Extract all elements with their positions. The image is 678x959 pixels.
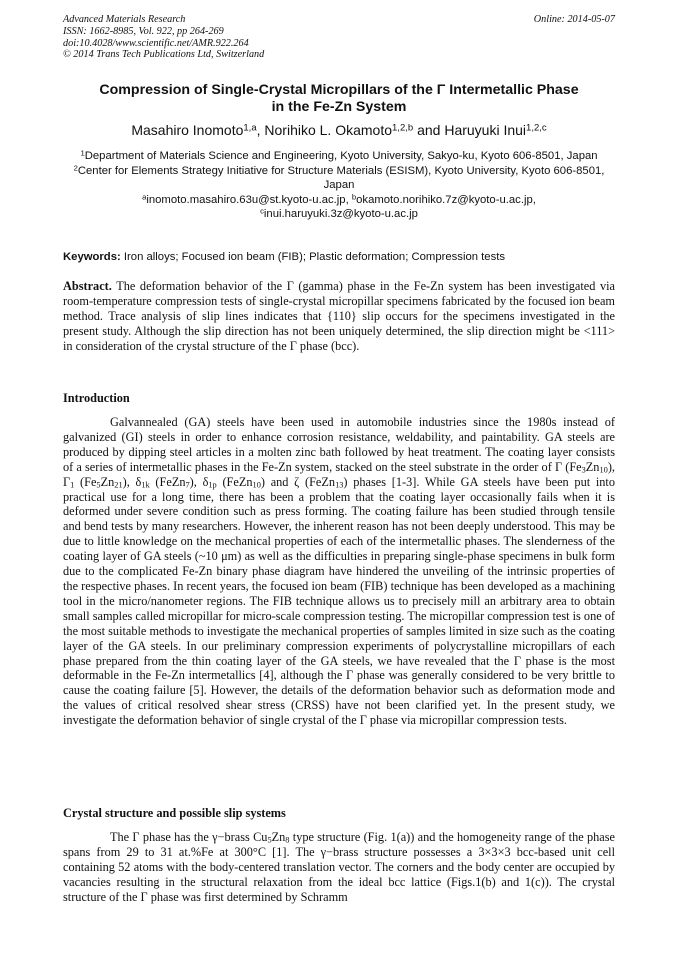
online-date: Online: 2014-05-07 (533, 14, 615, 25)
affiliation-text: Center for Elements Strategy Initiative for Structure Materials (ESISM), Kyoto University, Kyoto 606-8501, Japan (77, 164, 605, 192)
affiliations (63, 149, 615, 222)
text-run: (FeZn (216, 474, 253, 489)
keywords-text: Iron alloys; Focused ion beam (FIB); Plastic deformation; Compression tests (120, 251, 506, 263)
subscript: 1p (208, 480, 217, 490)
email-link[interactable]: inui.haruyuki.3z@kyoto-u.ac.jp (263, 208, 418, 221)
text-run: ) and ζ (FeZn (260, 474, 336, 489)
text-run: (FeZn (149, 474, 186, 489)
email-sup: b (351, 192, 357, 202)
author-name: Masahiro Inomoto (131, 122, 244, 138)
text-run: type structure (Fig. 1(a)) and the homogeneity range of the phase spans from 29 to 31 at.%Fe at 300°C [1]. The γ−brass structure possesses a 3×3×3 bcc-based unit cell containing 52 atoms with the body-centered translation vector. The corners and the body center are occupied by vacancies resulting in the structural relaxation from the ideal bcc lattice (Figs.1(b) and 1(c)). The crystal structure of the Γ phase was first determined by Schramm (63, 830, 615, 904)
section-heading-introduction: Introduction (63, 391, 130, 405)
introduction-paragraph (63, 415, 615, 728)
affiliation-num: 1 (80, 148, 85, 158)
journal-copyright: © 2014 Trans Tech Publications Ltd, Switzerland (63, 49, 265, 61)
journal-doi: doi:10.4028/www.scientific.net/AMR.922.264 (63, 37, 249, 49)
subscript: 3 (581, 465, 586, 475)
affiliation-text: Department of Materials Science and Engineering, Kyoto University, Sakyo-ku, Kyoto 606-8501, Japan (84, 150, 598, 162)
subscript: 21 (114, 480, 123, 490)
email-link[interactable]: okamoto.norihiko.7z@kyoto-u.ac.jp, (356, 193, 536, 206)
paper-title (63, 82, 615, 116)
text-run: ), δ (122, 474, 142, 489)
section-heading-crystal-structure: Crystal structure and possible slip systems (63, 806, 286, 820)
text-run: The Γ phase has the γ−brass Cu (110, 830, 268, 844)
affiliation-1 (63, 149, 615, 164)
affiliation-2 (63, 164, 615, 193)
keywords-label: Keywords: (63, 251, 121, 263)
text-run: (Fe (74, 474, 97, 489)
subscript: 1k (141, 480, 150, 490)
email-sup: a (142, 192, 147, 202)
author-list (63, 122, 615, 139)
subscript: 13 (335, 480, 344, 490)
journal-name: Advanced Materials Research (63, 14, 186, 25)
keywords (63, 250, 615, 264)
title-line-2: in the Fe-Zn System (271, 99, 407, 115)
emails (63, 193, 615, 222)
author-separator: , (256, 122, 265, 138)
email-sup: c (260, 206, 264, 216)
author-affil-sup: 1,2,b (392, 122, 414, 134)
journal-issn: ISSN: 1662-8985, Vol. 922, pp 264-269 (63, 25, 224, 37)
abstract (63, 279, 615, 354)
subscript: 1 (70, 480, 75, 490)
text-run: Zn (585, 459, 600, 474)
author-affil-sup: 1,2,c (526, 122, 547, 134)
author-name: Haruyuki Inui (444, 122, 527, 138)
journal-header (63, 14, 615, 61)
affiliation-num: 2 (73, 163, 78, 173)
author-separator: and (413, 122, 445, 138)
abstract-label: Abstract. (63, 279, 112, 293)
subscript: 7 (185, 480, 190, 490)
abstract-text: The deformation behavior of the Γ (gamma) phase in the Fe-Zn system has been investigated via room-temperature compression tests of single-crystal micropillar specimens fabricated by the focused ion beam method. Trace analysis of slip lines indicates that {110} slip occurs for the specimens investigated in the present study. Although the slip direction has not been uniquely determined, the slip direction might be <111> in consideration of the crystal structure of the Γ phase (bcc). (63, 279, 615, 353)
text-run: ), δ (189, 474, 209, 489)
subscript: 8 (285, 835, 290, 845)
text-run: ) phases [1-3]. While GA steels have been put into practical use for a long time, there has been a problem that the coating layer occasionally fails when it is deformed under severe condition such as press forming. The coating failure has been studied through tensile and bend tests by many researchers. However, the inherent reason has not been deeply understood. This may be due to little knowledge on the mechanical properties of each of the intermetallic phases. The slenderness of the coating layer of GA steels (~10 μm) as well as the difficulties in preparing single-phase specimens in bulk form due to the complicated Fe-Zn binary phase diagram have hindered the unveiling of the intrinsic properties of the respective phases. In recent years, the focused ion beam (FIB) technique has been developed as a machining tool in the micro/nanometer regions. The FIB technique allows us to precisely mill an arbitrary area to obtain small samples called micropillar for micro-scale compression testing. The micropillar compression test is one of the most suitable methods to investigate the mechanical properties of samples limited in size such as the coating layer of the GA steels. In our preliminary compression experiments of polycrystalline micropillars of each phase prepared from the thin coating layer of the GA steels, we have revealed that the Γ phase is the most deformable in the Fe-Zn intermetallics [4], although the Γ phase was generally considered to be very brittle to cause the coating failure [5]. However, the details of the deformation behavior such as deformation mode and the values of critical resolved shear stress (CRSS) have not been clarified yet. In the present study, we investigate the deformation behavior of single crystal of the Γ phase via micropillar compression tests. (63, 474, 615, 728)
subscript: 5 (96, 480, 101, 490)
subscript: 10 (599, 465, 608, 475)
crystal-structure-paragraph (63, 830, 615, 905)
text-run: Zn (100, 474, 115, 489)
author-affil-sup: 1,a (243, 122, 257, 134)
subscript: 10 (252, 480, 261, 490)
title-line-1: Compression of Single-Crystal Micropillars of the Γ Intermetallic Phase (99, 82, 579, 98)
subscript: 5 (267, 835, 272, 845)
text-run: ), Γ (63, 459, 615, 489)
text-run: Galvannealed (GA) steels have been used in automobile industries since the 1980s instead of galvanized (GI) steels in order to enhance corrosion resistance, weldability, and paintability. GA steels are produced by dipping steel articles in a molten zinc bath followed by heat treatment. The coating layer consists of a series of intermetallic phases in the Fe-Zn system, stacked on the steel substrate in the order of Γ (Fe (63, 415, 615, 474)
author-name: Norihiko L. Okamoto (264, 122, 393, 138)
text-run: Zn (271, 830, 286, 844)
email-link[interactable]: inomoto.masahiro.63u@st.kyoto-u.ac.jp, (146, 193, 352, 206)
